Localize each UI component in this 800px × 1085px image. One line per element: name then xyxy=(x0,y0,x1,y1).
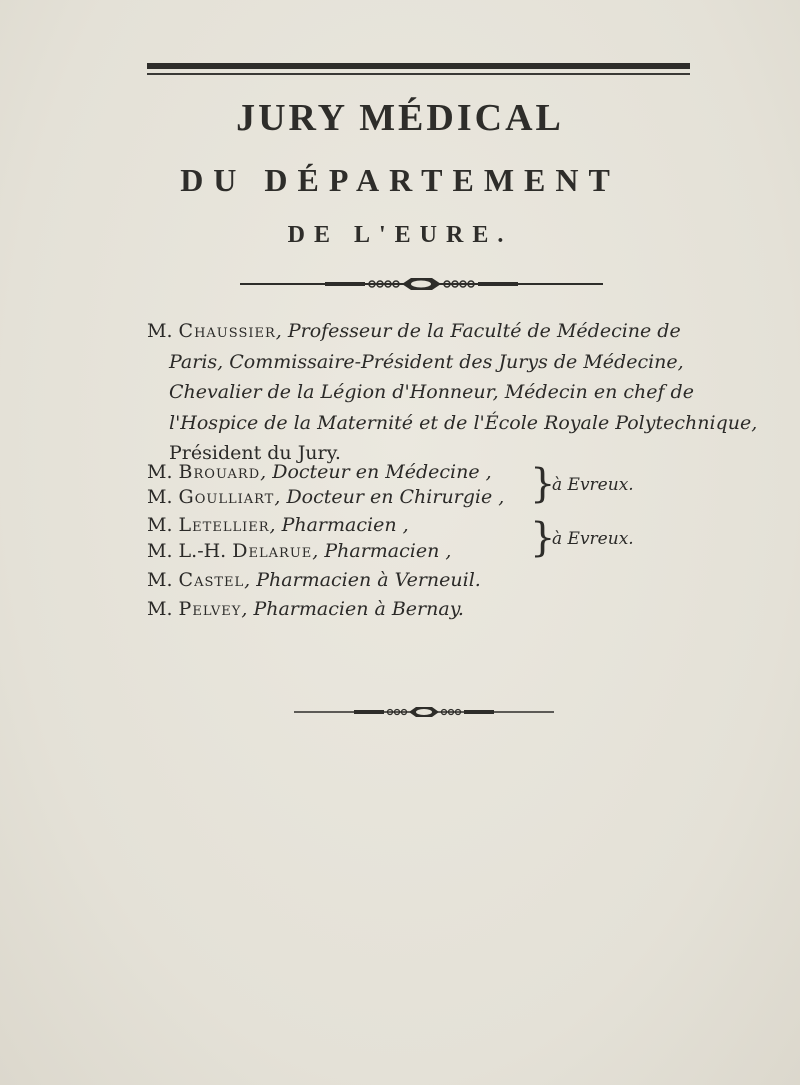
top-rule-thick xyxy=(147,63,690,69)
member-prefix: M. xyxy=(147,514,173,536)
president-role: Président du Jury. xyxy=(169,442,341,464)
president-name: Chaussier xyxy=(178,320,276,342)
president-title-line-1: , Professeur de la Faculté de Médecine de xyxy=(275,320,681,342)
president-title-line-3: Chevalier de la Légion d'Honneur, Médecin en chef de xyxy=(169,381,694,403)
brace-group-2: } xyxy=(530,515,556,561)
president-prefix: M. xyxy=(147,320,173,342)
president-title-line-4: l'Hospice de la Maternité et de l'École Royale Polytechnique, xyxy=(169,411,758,434)
ornament-divider-bottom xyxy=(294,705,554,719)
member-name: Castel xyxy=(178,569,245,591)
title-line-3: DE L'EURE. xyxy=(287,222,513,248)
member-name: Brouard xyxy=(178,461,261,483)
member-delarue xyxy=(147,540,451,562)
member-goulliart xyxy=(147,486,504,508)
member-name: Goulliart xyxy=(178,486,275,508)
member-title: , Docteur en Chirurgie , xyxy=(274,486,505,508)
member-prefix: M. xyxy=(147,598,173,620)
title-line-1: JURY MÉDICAL xyxy=(236,97,564,139)
brace-group-1: } xyxy=(530,461,556,507)
member-castel xyxy=(147,569,481,591)
member-title: , Pharmacien à Verneuil. xyxy=(244,569,481,591)
president-line-1 xyxy=(147,316,707,347)
member-name: Pelvey xyxy=(178,598,242,620)
member-prefix: M. xyxy=(147,486,173,508)
president-title-line-2: Paris, Commissaire-Président des Jurys de Médecine, xyxy=(169,350,684,373)
member-brouard xyxy=(147,461,492,483)
member-pelvey xyxy=(147,598,464,620)
place-group-1: à Evreux. xyxy=(552,475,634,495)
member-title: , Pharmacien , xyxy=(269,514,409,536)
top-rule-thin xyxy=(147,73,690,75)
title-line-2: DU DÉPARTEMENT xyxy=(180,162,620,198)
member-name: Letellier xyxy=(178,514,270,536)
member-prefix: M. xyxy=(147,461,173,483)
member-prefix: M. L.-H. xyxy=(147,540,227,562)
member-letellier xyxy=(147,514,409,536)
member-title: , Docteur en Médecine , xyxy=(260,461,492,483)
president-paragraph xyxy=(147,316,758,469)
place-group-2: à Evreux. xyxy=(552,529,634,549)
member-name: Delarue xyxy=(232,540,313,562)
member-title: , Pharmacien à Bernay. xyxy=(241,598,464,620)
ornament-divider-top xyxy=(240,276,603,292)
member-title: , Pharmacien , xyxy=(312,540,452,562)
member-prefix: M. xyxy=(147,569,173,591)
